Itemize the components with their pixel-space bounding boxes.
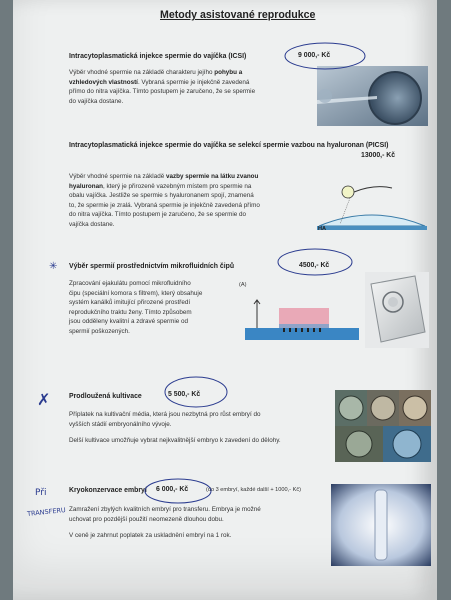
cryo-price-note: (do 3 embryí, každé další + 1000,- Kč) bbox=[206, 487, 301, 493]
cryo-heading: Kryokonzervace embryí bbox=[69, 487, 147, 494]
figure-label-a: (A) bbox=[239, 282, 247, 288]
cryo-price: 6 000,- Kč bbox=[156, 486, 189, 493]
document-page bbox=[13, 0, 437, 600]
icsi-text: Výběr vhodné spermie na základě charakteru jejího pohybu a vzhledových vlastností. Vybraná spermie je injekčně zavedená přímo do nitra vajíčka. Tímto postupem je zaručeno, že se spermie do vajíčka dostane. bbox=[69, 69, 256, 105]
microfluidic-price: 4500,- Kč bbox=[299, 262, 330, 269]
icsi-heading: Intracytoplasmatická injekce spermie do vajíčka (ICSI) bbox=[69, 53, 247, 60]
handwritten-star-mark: ✳ bbox=[49, 261, 58, 272]
icsi-price: 9 000,- Kč bbox=[298, 52, 331, 59]
cultivation-price: 5 500,- Kč bbox=[168, 391, 201, 398]
cultivation-heading: Prodloužená kultivace bbox=[69, 393, 142, 400]
ha-label: HA bbox=[318, 226, 327, 232]
page-title: Metody asistované reprodukce bbox=[160, 9, 316, 21]
handwritten-note-2: TRANSFERU bbox=[26, 505, 67, 519]
cryo-text: Zamražení zbylých kvalitních embryí pro transferu. Embrya je možné uchovat pro pozdější použití neomezeně dlouhou dobu. V ceně je zahrnut poplatek za uskladnění embryí na 1 rok. bbox=[69, 506, 261, 540]
handwritten-cross-mark: ✗ bbox=[37, 390, 51, 409]
handwritten-note-1: Při bbox=[35, 488, 47, 498]
picsi-heading: Intracytoplasmatická injekce spermie do vajíčka se selekcí spermie vazbou na hyaluronan (PICSI) bbox=[69, 142, 389, 149]
microfluidic-text: Zpracování ejakulátu pomocí mikrofluidního čipu (speciální komora s filtrem), který obsahuje systém kanálků imitující přirozené prostředí reprodukčního traktu ženy. Tímto způsobem jsou odděleny kvalitní a zdravé spermie od spermií poškozených. bbox=[69, 280, 203, 335]
microfluidic-heading: Výběr spermií prostřednictvím mikrofluidních čipů bbox=[69, 263, 235, 270]
picsi-text: Výběr vhodné spermie na základě vazby spermie na látku zvanou hyaluronan, který je přirozeně vazebným místem pro spermie na obalu vajíčka. Jestliže se spermie s hyaluronanem spojí, znamená to, že spermie je zralá. Vybraná spermie je injekčně zavedená přímo do nitra vajíčka. Tímto postupem je zaručeno, že se spermie do vajíčka dostane. bbox=[69, 173, 260, 228]
pen-annotations bbox=[13, 0, 437, 600]
cultivation-text: Příplatek na kultivační média, která jsou nezbytná pro růst embryí do vyšších stádií embryonálního vývoje. Delší kultivace umožňuje vybrat nejkvalitnější embryo k zavedení do dělohy. bbox=[69, 411, 281, 445]
picsi-price: 13000,- Kč bbox=[361, 152, 396, 159]
